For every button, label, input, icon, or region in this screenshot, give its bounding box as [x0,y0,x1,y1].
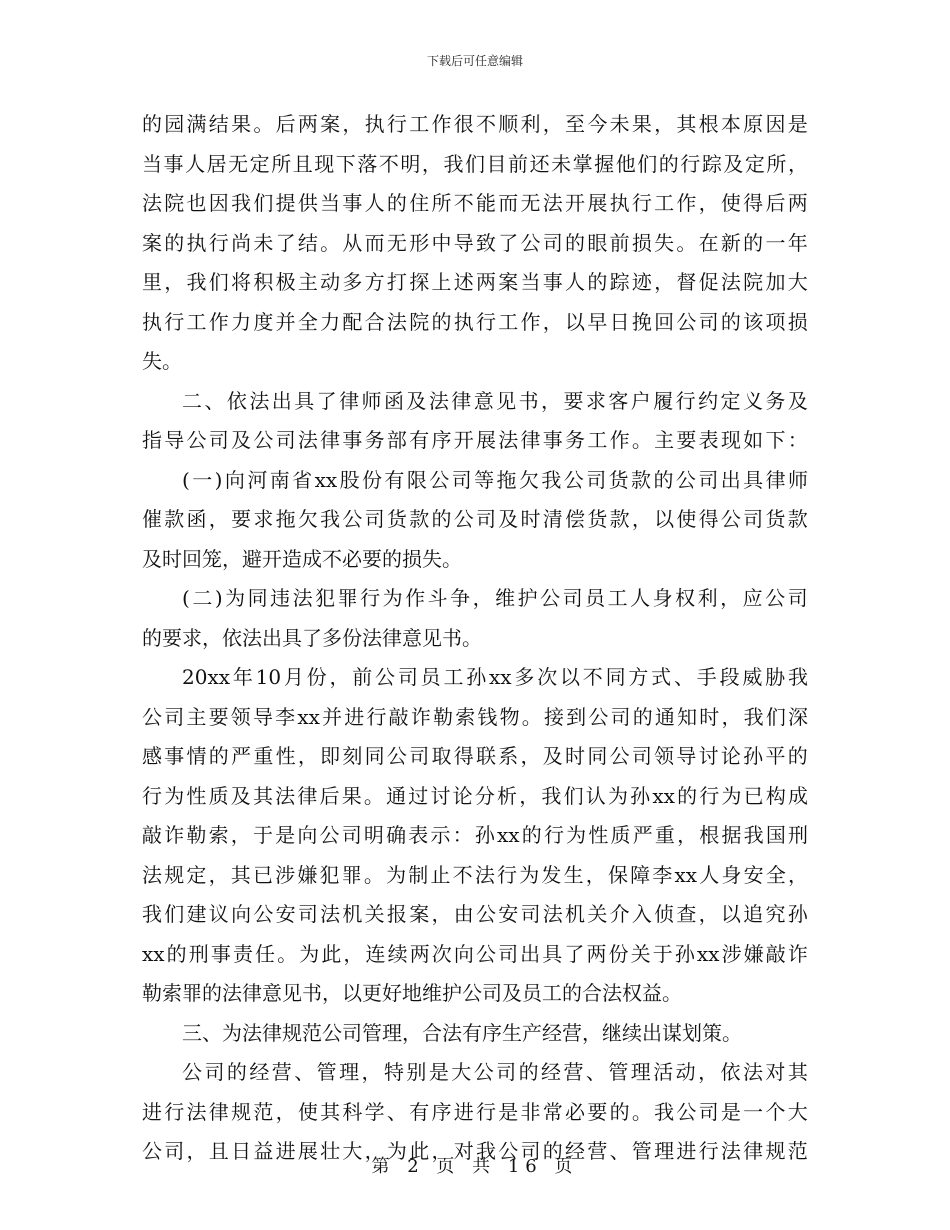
text-line: 催 款 函 ， 要 求 拖 欠 我 公 司 货 款 的 公 司 及 时 清 偿 货 款 ， 以 使 得 公 司 货 款 [142,507,808,531]
text-line: 三、为法律规范公司管理，合法有序生产经营，继续出谋划策。 [182,1020,742,1045]
text-line: 法 院 也 因 我 们 提 供 当 事 人 的 住 所 不 能 而 无 法 开 展 执 行 工 作 ， 使 得 后 两 [142,191,808,215]
text-line: 进 行 法 律 规 范 ， 使 其 科 学 、 有 序 进 行 是 非 常 必 要 的 。 我 公 司 是 一 个 大 [142,1099,808,1124]
text-line: 二 、 依 法 出 具 了 律 师 函 及 法 律 意 见 书 ， 要 求 客 户 履 行 约 定 义 务 及 [182,388,808,413]
text-line: 公 司 的 经 营 、 管 理 ， 特 别 是 大 公 司 的 经 营 、 管 理 活 动 ， 依 法 对 其 [182,1060,808,1084]
document-body [142,105,808,1172]
text-line: 行 为 性 质 及 其 法 律 后 果 。 通 过 讨 论 分 析 ， 我 们 认 为 孙 xx 的 行 为 已 构 成 [142,783,808,808]
text-line: ( 二 ) 为 同 违 法 犯 罪 行 为 作 斗 争 ， 维 护 公 司 员 工 人 身 权 利 ， 应 公 司 [182,586,808,610]
text-line: 公 司 主 要 领 导 李 xx 并 进 行 敲 诈 勒 索 钱 物 。 接 到 公 司 的 通 知 时 ， 我 们 深 [142,704,808,729]
text-line: 的 园 满 结 果 。 后 两 案 ， 执 行 工 作 很 不 顺 利 ， 至 今 未 果 ， 其 根 本 原 因 是 [142,112,808,136]
text-line: ( 一 ) 向 河 南 省 xx 股 份 有 限 公 司 等 拖 欠 我 公 司 货 款 的 公 司 出 具 律 师 [182,467,808,492]
text-line: 当 事 人 居 无 定 所 且 现 下 落 不 明 ， 我 们 目 前 还 未 掌 握 他 们 的 行 踪 及 定 所 ， [142,151,808,176]
text-line: 里 ， 我 们 将 积 极 主 动 多 方 打 探 上 述 两 案 当 事 人 的 踪 迹 ， 督 促 法 院 加 大 [142,270,808,294]
text-line: 案 的 执 行 尚 未 了 结 。 从 而 无 形 中 导 致 了 公 司 的 眼 前 损 失 。 在 新 的 一 年 [142,230,808,255]
text-line: 失。 [142,349,182,373]
text-line: 勒索罪的法律意见书，以更好地维护公司及员工的合法权益。 [142,981,682,1005]
text-line: 指 导 公 司 及 公 司 法 律 事 务 部 有 序 开 展 法 律 事 务 工 作 。 主 要 表 现 如 下 ： [142,428,808,452]
text-line: 法 规 定 ， 其 已 涉 嫌 犯 罪 。 为 制 止 不 法 行 为 发 生 ， 保 障 李 xx 人 身 安 全 ， [142,862,808,887]
page-header: 下载后可任意编辑 [426,54,523,68]
text-line: 20xx 年 10 月 份 ， 前 公 司 员 工 孙 xx 多 次 以 不 同 方 式 、 手 段 威 胁 我 [182,665,808,689]
text-line: 及时回笼，避开造成不必要的损失。 [142,546,462,571]
text-line: xx 的 刑 事 责 任 。 为 此 ， 连 续 两 次 向 公 司 出 具 了 两 份 关 于 孙 xx 涉 嫌 敲 诈 [142,941,808,966]
text-line: 感 事 情 的 严 重 性 ， 即 刻 同 公 司 取 得 联 系 ， 及 时 同 公 司 领 导 讨 论 孙 平 的 [142,744,808,768]
text-line: 敲 诈 勒 索 ， 于 是 向 公 司 明 确 表 示 ： 孙 xx 的 行 为 性 质 严 重 ， 根 据 我 国 刑 [142,823,808,847]
text-line: 执 行 工 作 力 度 并 全 力 配 合 法 院 的 执 行 工 作 ， 以 早 日 挽 回 公 司 的 该 项 损 [142,309,808,334]
page-number: 第 2 页 共 16 页 [371,1156,579,1177]
text-line: 的要求，依法出具了多份法律意见书。 [142,625,482,650]
text-line: 我 们 建 议 向 公 安 司 法 机 关 报 案 ， 由 公 安 司 法 机 关 介 入 侦 查 ， 以 追 究 孙 [142,902,808,926]
text-line: 公 司 ， 且 日 益 进 展 壮 大 ， 为 此 ， 对 我 公 司 的 经 营 、 管 理 进 行 法 律 规 范 [142,1139,808,1163]
